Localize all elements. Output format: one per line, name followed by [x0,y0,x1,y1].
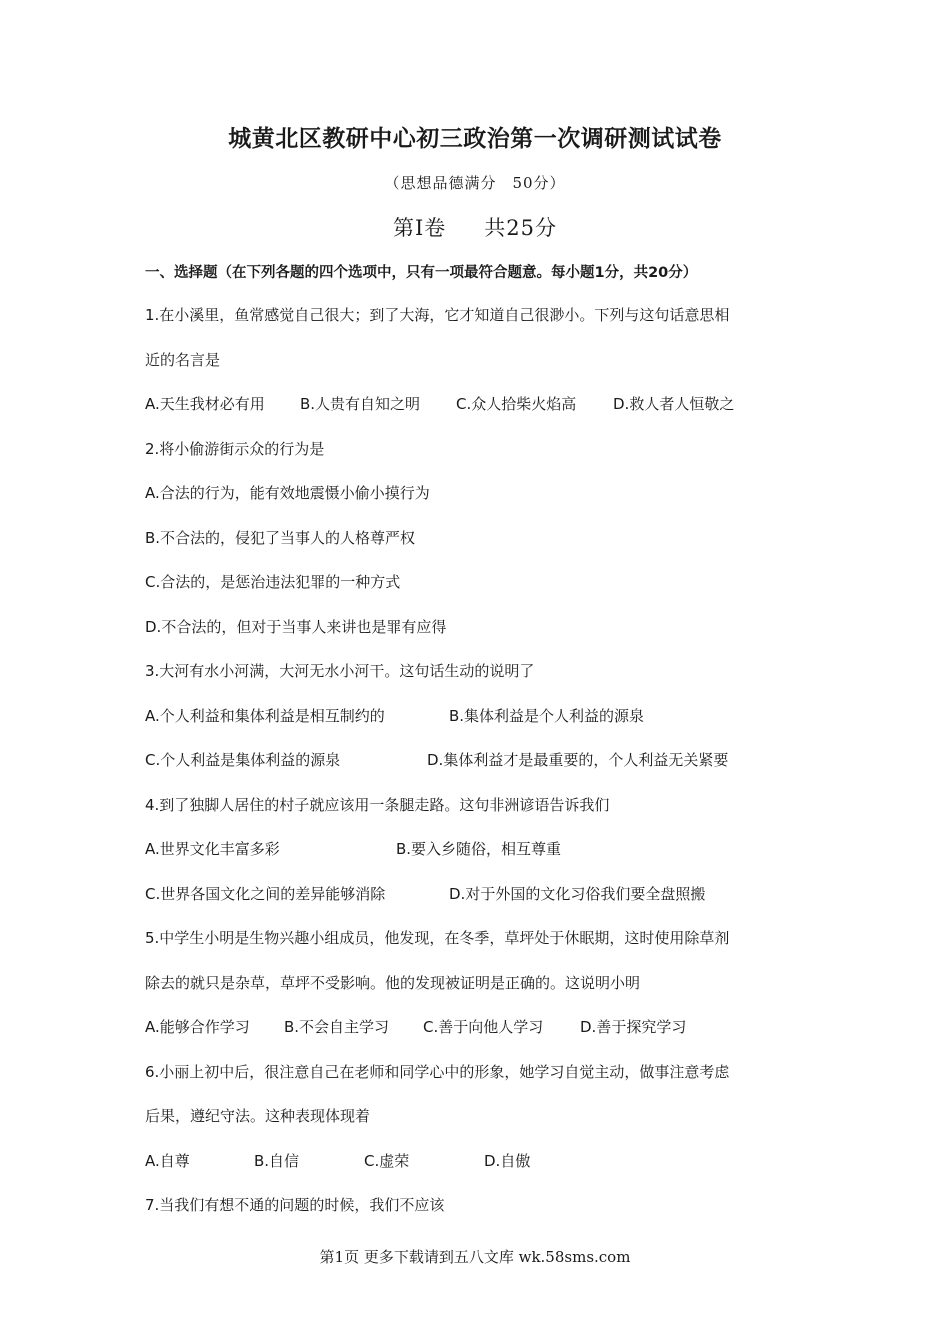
question-1-option-a: A.天生我材必有用 [145,395,265,413]
question-3-options-row2 [145,750,845,770]
question-1-stem-line2: 近的名言是 [145,351,221,369]
question-4-options-row1 [145,839,845,859]
question-2-option-c: C.合法的，是惩治违法犯罪的一种方式 [145,573,401,591]
question-4-option-a: A.世界文化丰富多彩 [145,840,280,858]
question-6-options [145,1151,845,1171]
question-3-options-row1 [145,706,845,726]
page-footer: 第1页 更多下载请到五八文库 wk.58sms.com [319,1248,631,1266]
question-2-option-b: B.不合法的，侵犯了当事人的人格尊严权 [145,529,416,547]
question-1-option-d: D.救人者人恒敬之 [613,395,735,413]
question-5-options [145,1017,845,1037]
question-5-option-a: A.能够合作学习 [145,1018,250,1036]
volume-label: 第Ⅰ卷 [392,216,447,240]
question-6-option-d: D.自傲 [484,1152,531,1170]
question-3-option-a: A.个人利益和集体利益是相互制约的 [145,707,385,725]
question-5-stem-line2: 除去的就只是杂草，草坪不受影响。他的发现被证明是正确的。这说明小明 [145,974,641,992]
question-5-option-b: B.不会自主学习 [284,1018,390,1036]
question-5-stem-line1: 5.中学生小明是生物兴趣小组成员，他发现，在冬季，草坪处于休眠期，这时使用除草剂 [145,929,730,947]
exam-subtitle: （思想品德满分 50分） [384,174,566,192]
volume-score: 共25分 [484,216,558,240]
question-4-option-d: D.对于外国的文化习俗我们要全盘照搬 [449,885,706,903]
question-6-option-a: A.自尊 [145,1152,190,1170]
question-4-option-c: C.世界各国文化之间的差异能够消除 [145,885,386,903]
question-3-stem: 3.大河有水小河满，大河无水小河干。这句话生动的说明了 [145,662,535,680]
question-1-option-c: C.众人拾柴火焰高 [456,395,577,413]
question-5-option-c: C.善于向他人学习 [423,1018,544,1036]
question-7-stem: 7.当我们有想不通的问题的时候，我们不应该 [145,1196,445,1214]
question-1-stem-line1: 1.在小溪里，鱼常感觉自己很大；到了大海，它才知道自己很渺小。下列与这句话意思相 [145,306,730,324]
question-2-stem: 2.将小偷游街示众的行为是 [145,440,325,458]
question-4-options-row2 [145,884,845,904]
question-5-option-d: D.善于探究学习 [580,1018,687,1036]
question-3-option-c: C.个人利益是集体利益的源泉 [145,751,341,769]
question-6-option-b: B.自信 [254,1152,300,1170]
question-2-option-a: A.合法的行为，能有效地震慑小偷小摸行为 [145,484,430,502]
question-6-option-c: C.虚荣 [364,1152,410,1170]
volume-heading [0,212,950,242]
question-3-option-b: B.集体利益是个人利益的源泉 [449,707,645,725]
section-heading: 一、选择题（在下列各题的四个选项中，只有一项最符合题意。每小题1分，共20分） [145,265,698,281]
question-6-stem-line2: 后果，遵纪守法。这种表现体现着 [145,1107,371,1125]
question-3-option-d: D.集体利益才是最重要的，个人利益无关紧要 [427,751,729,769]
question-4-stem: 4.到了独脚人居住的村子就应该用一条腿走路。这句非洲谚语告诉我们 [145,796,610,814]
question-1-options [145,394,845,414]
question-1-option-b: B.人贵有自知之明 [300,395,421,413]
question-2-option-d: D.不合法的，但对于当事人来讲也是罪有应得 [145,618,447,636]
question-6-stem-line1: 6.小丽上初中后，很注意自己在老师和同学心中的形象，她学习自觉主动，做事注意考虑 [145,1063,730,1081]
question-4-option-b: B.要入乡随俗，相互尊重 [396,840,562,858]
exam-title: 城黄北区教研中心初三政治第一次调研测试试卷 [228,126,722,152]
